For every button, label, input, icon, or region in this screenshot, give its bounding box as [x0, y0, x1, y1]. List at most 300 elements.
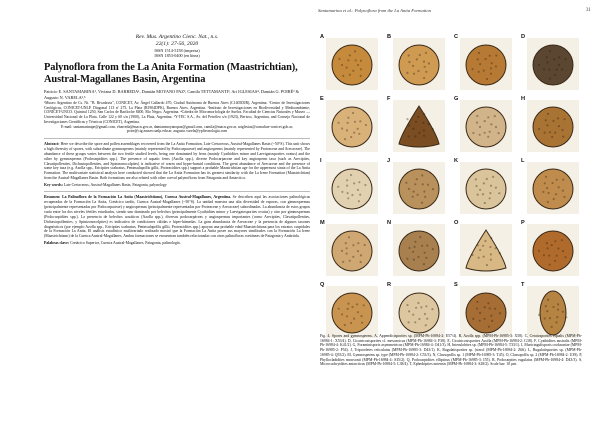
- grain-body: [533, 107, 573, 147]
- grain-texture: [479, 126, 481, 128]
- grain-texture: [351, 194, 353, 196]
- panel-letter: N: [387, 220, 392, 226]
- grain-texture: [478, 257, 480, 259]
- grain-texture: [479, 63, 481, 65]
- plate-panel-q: [320, 282, 380, 340]
- author-list: Patricio E. SANTAMARINA¹, Viviana D. BARREDA¹, Damián MOYANO PAZ², Camila TETTAMANTI³, Ari IGLESIAS⁴, Damián G. POIRÉ² & Augusto N. VARELA²,⁵: [44, 89, 299, 100]
- plate-panel-p: [521, 220, 581, 278]
- micrograph-f: [393, 100, 445, 152]
- grain-texture: [472, 254, 474, 256]
- grain-texture: [489, 55, 491, 57]
- grain-texture: [478, 71, 480, 73]
- micrograph-i: [326, 162, 378, 214]
- grain-texture: [538, 64, 540, 66]
- grain-texture: [426, 244, 428, 246]
- panel-letter: L: [521, 158, 525, 164]
- grain-texture: [417, 116, 419, 118]
- grain-texture: [552, 120, 554, 122]
- grain-texture: [423, 191, 425, 193]
- grain-texture: [489, 197, 491, 199]
- grain-texture: [490, 315, 492, 317]
- grain-texture: [425, 324, 427, 326]
- journal-header: [44, 34, 310, 59]
- grain-texture: [555, 321, 557, 323]
- grain-texture: [354, 121, 356, 123]
- grain-texture: [413, 191, 415, 193]
- grain-texture: [543, 254, 545, 256]
- article-title: Palynoflora from the La Anita Formation (Maastrichtian), Austral-Magallanes Basin, Argentina: [44, 61, 298, 86]
- grain-texture: [484, 306, 486, 308]
- grain-texture: [549, 131, 551, 133]
- grain-texture: [494, 308, 496, 310]
- grain-texture: [546, 56, 548, 58]
- grain-texture: [483, 256, 485, 258]
- grain-texture: [562, 179, 564, 181]
- grain-texture: [558, 186, 560, 188]
- panel-letter: D: [521, 34, 526, 40]
- grain-texture: [564, 256, 566, 258]
- grain-texture: [413, 259, 415, 261]
- grain-texture: [432, 188, 434, 190]
- grain-texture: [360, 75, 362, 77]
- grain-texture: [562, 190, 564, 192]
- grain-texture: [424, 66, 426, 68]
- grain-texture: [556, 255, 558, 257]
- grain-texture: [426, 318, 428, 320]
- grain-texture: [562, 250, 564, 252]
- grain-texture: [405, 182, 407, 184]
- figure-caption: Fig. 4. Spores and gymnosperms. A, Appendicisporites sp. (MPM-Pb-16984-2: E57/4). B, Azolla spp. (MPM-Pb-16985-3: X58). C, Ceratosporites equalis (MPM-Pb-16984-1: X53/4). D, Cicatricosisporites cf. mesozoicus (MPM-Pb-16984-3: F38). E, Cicatricosisporites Azolla (MPM-Pb-16984-2: G38). F, Cyathidites australis (MPM-Pb-16984-4: K41/2). G, Foraminisporis asymmetricus (MPM-Pb-16984-4: O41/3). H, Interulobites sp. (MPM-Pb-16984-5: T33/1). I, Muricingulisporis cooksoniae (MPM-Pb-16985-2: P54). J, Triporoletes reticulatus (MPM-Pb-16985-3: D43/1). K, Rugulatisporites sp. (sterol (MPM-Pb-16984-2: Z66). L, Rugulatisporites sp. (MPM-Pb-16985-4: Q55/2). M, Gymnosperms sp. type (MPM-Pb-16984-2: C53/3). N, Classopollis sp. 1 (MPM-Pb-16985-3: T45). O, Classopollis sp. 2 (MPM-Pb-16984-2: U39). P, Phyllocladidites mawsonii (MPM-Pb-16984-4: S35/2). Q, Podocarpidites ellipticus (MPM-Pb-16985-3: I55). R, Podocarpites rugulatus (MPM-Pb-16984-4: D43/3). S, Microcachryidites antarcticus (MPM-Pb-16984-5: L38/4). T, Ephedripites notensis (MPM-Pb-16984-3: S28/2). Scale bar: 10 µm.: [320, 334, 582, 367]
- panel-letter: M: [320, 220, 325, 226]
- grain-texture: [360, 60, 362, 62]
- affiliations: ¹Museo Argentino de Cs. Nt. "B. Rivadavia", CONICET, Av. Ángel Gallardo 470, Ciudad Autónoma de Buenos Aires (C1405DJR), Argentina. ²Centro de Investigaciones Geológicas, CONICET-UNLP. Diagonal 113 nº 275, La Plata (B1904DPK), Buenos Aires, Argentina. ³Instituto de Investigaciones en Biodiversidad y Medioambiente, CONICET-UNCO. Quintral 1250, San Carlos de Bariloche 8400, Río Negro, Argentina. ⁴Cátedra de Micromorfología de Suelos. Facultad de Ciencias Naturales y Museo — Universidad Nacional de La Plata. Calle 122 y 60 s/n (1900), La Plata, Argentina. ⁵Y-TEC S.A., Av. del Petróleo s/n (1923), Berisso, Argentina, and Consejo Nacional de Investigaciones Científicas y Técnicas (CONICET), Argentina.: [44, 101, 310, 124]
- grain-texture: [475, 185, 477, 187]
- micrograph-l: [527, 162, 579, 214]
- grain-texture: [406, 118, 408, 120]
- plate-panel-f: [387, 96, 447, 154]
- panel-letter: R: [387, 282, 392, 288]
- issn-print: ISSN 1514-5158 (impresa): [154, 48, 200, 53]
- grain-texture: [495, 126, 497, 128]
- grain-texture: [417, 70, 419, 72]
- plate-panel-o: [454, 220, 514, 278]
- micrograph-o: [460, 224, 512, 276]
- grain-texture: [487, 116, 489, 118]
- plate-grid: [320, 34, 582, 340]
- panel-letter: J: [387, 158, 391, 164]
- grain-texture: [548, 69, 550, 71]
- grain-body: [466, 107, 506, 147]
- panel-letter: Q: [320, 282, 325, 288]
- running-head: Santamarina et al.: Palynoflora from the La Anita Formation: [318, 8, 431, 13]
- panel-letter: F: [387, 96, 391, 102]
- grain-body: [332, 293, 372, 333]
- abstract-label: Abstract:: [44, 141, 60, 146]
- micrograph-h: [527, 100, 579, 152]
- micrograph-g: [460, 100, 512, 152]
- grain-texture: [414, 246, 416, 248]
- left-column: [44, 34, 310, 246]
- grain-texture: [485, 58, 487, 60]
- grain-texture: [543, 68, 545, 70]
- grain-texture: [557, 247, 559, 249]
- grain-texture: [414, 135, 416, 137]
- grain-texture: [351, 306, 353, 308]
- grain-texture: [408, 247, 410, 249]
- grain-texture: [346, 179, 348, 181]
- grain-texture: [360, 68, 362, 70]
- grain-texture: [337, 186, 339, 188]
- grain-texture: [561, 239, 563, 241]
- plate-panel-c: [454, 34, 514, 92]
- grain-texture: [555, 193, 557, 195]
- panel-letter: I: [320, 158, 322, 164]
- page-number: 31: [586, 8, 591, 13]
- grain-texture: [484, 240, 486, 242]
- grain-texture: [547, 201, 549, 203]
- grain-texture: [415, 121, 417, 123]
- grain-texture: [357, 189, 359, 191]
- grain-texture: [346, 253, 348, 255]
- issn-online: ISSN 1853-0400 (en línea): [154, 53, 200, 59]
- panel-letter: C: [454, 34, 459, 40]
- grain-texture: [361, 322, 363, 324]
- grain-texture: [425, 52, 427, 54]
- grain-texture: [477, 194, 479, 196]
- grain-texture: [347, 122, 349, 124]
- grain-texture: [412, 196, 414, 198]
- grain-texture: [499, 312, 501, 314]
- grain-texture: [563, 196, 565, 198]
- grain-texture: [499, 252, 501, 254]
- grain-texture: [556, 69, 558, 71]
- micrograph-s: [460, 286, 512, 338]
- grain-texture: [491, 320, 493, 322]
- panel-letter: K: [454, 158, 459, 164]
- micrograph-k: [460, 162, 512, 214]
- grain-texture: [346, 315, 348, 317]
- plate-panel-l: [521, 158, 581, 216]
- grain-texture: [425, 71, 427, 73]
- grain-texture: [414, 241, 416, 243]
- micrograph-t: [527, 286, 579, 338]
- grain-texture: [342, 261, 344, 263]
- plate-panel-b: [387, 34, 447, 92]
- grain-texture: [552, 306, 554, 308]
- grain-texture: [544, 317, 546, 319]
- grain-texture: [489, 246, 491, 248]
- grain-texture: [551, 326, 553, 328]
- grain-texture: [406, 72, 408, 74]
- grain-body: [332, 45, 372, 85]
- grain-texture: [424, 313, 426, 315]
- grain-texture: [344, 138, 346, 140]
- grain-texture: [477, 58, 479, 60]
- plate-panel-e: [320, 96, 380, 154]
- grain-texture: [483, 70, 485, 72]
- grain-texture: [484, 202, 486, 204]
- grain-texture: [415, 307, 417, 309]
- grain-texture: [488, 326, 490, 328]
- grain-texture: [546, 310, 548, 312]
- grain-texture: [422, 122, 424, 124]
- grain-texture: [562, 136, 564, 138]
- panel-letter: G: [454, 96, 459, 102]
- grain-texture: [353, 182, 355, 184]
- grain-texture: [545, 176, 547, 178]
- grain-texture: [483, 182, 485, 184]
- grain-texture: [341, 64, 343, 66]
- grain-texture: [498, 192, 500, 194]
- micrograph-c: [460, 38, 512, 90]
- grain-texture: [422, 183, 424, 185]
- grain-texture: [354, 50, 356, 52]
- grain-texture: [347, 59, 349, 61]
- grain-texture: [408, 54, 410, 56]
- grain-texture: [484, 132, 486, 134]
- grain-texture: [350, 322, 352, 324]
- author-emails: E-mail: santamarinape@gmail.com, vbarreda@macn.gov.ar, damianmoyanopaz@gmail.com, camila@macn.gov.ar, ariglesias@comahue-conicet.gob.ar, poire@cig.museo.unlp.edu.ar, augusto.varela@ypftecnologia.com: [60, 124, 294, 134]
- grain-texture: [479, 189, 481, 191]
- grain-texture: [490, 67, 492, 69]
- grain-texture: [424, 196, 426, 198]
- grain-texture: [484, 318, 486, 320]
- grain-texture: [347, 308, 349, 310]
- grain-texture: [414, 321, 416, 323]
- grain-texture: [538, 314, 540, 316]
- grain-texture: [489, 131, 491, 133]
- keywords: [44, 183, 310, 188]
- grain-texture: [423, 263, 425, 265]
- grain-texture: [416, 178, 418, 180]
- grain-texture: [547, 299, 549, 301]
- grain-texture: [357, 128, 359, 130]
- grain-texture: [490, 73, 492, 75]
- grain-texture: [419, 236, 421, 238]
- grain-texture: [417, 256, 419, 258]
- journal-name: Rev. Mus. Argentino Cienc. Nat., n.s.: [135, 34, 219, 40]
- grain-texture: [547, 113, 549, 115]
- grain-texture: [557, 117, 559, 119]
- grain-texture: [479, 320, 481, 322]
- grain-texture: [556, 316, 558, 318]
- grain-texture: [432, 128, 434, 130]
- grain-texture: [538, 128, 540, 130]
- grain-texture: [558, 64, 560, 66]
- grain-texture: [346, 67, 348, 69]
- grain-texture: [482, 245, 484, 247]
- grain-texture: [344, 324, 346, 326]
- grain-texture: [364, 244, 366, 246]
- grain-texture: [479, 249, 481, 251]
- grain-texture: [495, 247, 497, 249]
- grain-texture: [338, 122, 340, 124]
- grain-texture: [472, 318, 474, 320]
- grain-texture: [495, 65, 497, 67]
- grain-texture: [492, 176, 494, 178]
- grain-texture: [412, 65, 414, 67]
- grain-texture: [489, 307, 491, 309]
- grain-texture: [423, 135, 425, 137]
- grain-body: [540, 291, 566, 335]
- grain-texture: [428, 123, 430, 125]
- grain-texture: [554, 132, 556, 134]
- plate-panel-g: [454, 96, 514, 154]
- grain-texture: [418, 132, 420, 134]
- grain-texture: [486, 78, 488, 80]
- grain-texture: [486, 178, 488, 180]
- grain-texture: [349, 54, 351, 56]
- grain-texture: [360, 315, 362, 317]
- plate-panel-s: [454, 282, 514, 340]
- micrograph-j: [393, 162, 445, 214]
- grain-texture: [360, 261, 362, 263]
- grain-texture: [553, 58, 555, 60]
- grain-texture: [432, 248, 434, 250]
- grain-texture: [544, 132, 546, 134]
- grain-texture: [551, 136, 553, 138]
- grain-texture: [413, 73, 415, 75]
- grain-texture: [472, 68, 474, 70]
- plate-panel-n: [387, 220, 447, 278]
- grain-texture: [548, 255, 550, 257]
- grain-texture: [423, 129, 425, 131]
- grain-texture: [364, 184, 366, 186]
- grain-texture: [556, 179, 558, 181]
- grain-texture: [353, 318, 355, 320]
- grain-texture: [345, 242, 347, 244]
- grain-texture: [490, 253, 492, 255]
- grain-texture: [352, 256, 354, 258]
- keywords-label: Key words:: [44, 183, 63, 188]
- grain-texture: [347, 192, 349, 194]
- grain-texture: [544, 182, 546, 184]
- grain-texture: [487, 302, 489, 304]
- grain-texture: [547, 247, 549, 249]
- grain-texture: [423, 113, 425, 115]
- palabras-label: Palabras clave:: [44, 241, 70, 246]
- grain-texture: [352, 112, 354, 114]
- grain-texture: [341, 313, 343, 315]
- grain-texture: [558, 125, 560, 127]
- grain-body: [466, 169, 506, 209]
- plate-panel-h: [521, 96, 581, 154]
- micrograph-m: [326, 224, 378, 276]
- plate-panel-k: [454, 158, 514, 216]
- grain-texture: [489, 192, 491, 194]
- micrograph-b: [393, 38, 445, 90]
- plate-panel-t: [521, 282, 581, 340]
- grain-texture: [427, 184, 429, 186]
- grain-texture: [545, 119, 547, 121]
- grain-texture: [347, 117, 349, 119]
- grain-body: [399, 45, 439, 85]
- grain-body: [332, 231, 372, 271]
- micrograph-e: [326, 100, 378, 152]
- grain-texture: [358, 200, 360, 202]
- grain-texture: [360, 254, 362, 256]
- grain-body: [533, 169, 573, 209]
- palabras-text: Cretácico Superior, Cuenca Austral-Magallanes, Patagonia, palinología.: [70, 241, 181, 246]
- grain-texture: [428, 62, 430, 64]
- grain-texture: [425, 257, 427, 259]
- grain-texture: [424, 252, 426, 254]
- panel-letter: T: [521, 282, 525, 288]
- grain-texture: [547, 61, 549, 63]
- grain-texture: [494, 115, 496, 117]
- micrograph-n: [393, 224, 445, 276]
- journal-volume: 22(1): 27-56, 2020: [155, 41, 199, 47]
- grain-texture: [341, 127, 343, 129]
- grain-texture: [414, 183, 416, 185]
- keywords-text: Late Cretaceous, Austral-Magallanes Basin, Patagonia, palynology: [63, 183, 167, 188]
- grain-texture: [431, 308, 433, 310]
- grain-texture: [549, 78, 551, 80]
- grain-texture: [476, 115, 478, 117]
- grain-texture: [498, 132, 500, 134]
- grain-texture: [561, 129, 563, 131]
- grain-texture: [359, 194, 361, 196]
- grain-texture: [423, 61, 425, 63]
- grain-texture: [564, 118, 566, 120]
- grain-texture: [359, 120, 361, 122]
- grain-texture: [561, 68, 563, 70]
- grain-texture: [477, 244, 479, 246]
- grain-texture: [408, 321, 410, 323]
- grain-texture: [546, 124, 548, 126]
- grain-texture: [346, 247, 348, 249]
- grain-texture: [554, 74, 556, 76]
- grain-texture: [479, 312, 481, 314]
- grain-texture: [565, 58, 567, 60]
- grain-texture: [349, 260, 351, 262]
- grain-texture: [546, 242, 548, 244]
- grain-texture: [355, 59, 357, 61]
- figure-plate: [320, 34, 582, 340]
- grain-texture: [357, 311, 359, 313]
- grain-texture: [358, 133, 360, 135]
- micrograph-a: [326, 38, 378, 90]
- grain-texture: [341, 191, 343, 193]
- grain-texture: [479, 134, 481, 136]
- abstract-text: Here we describe the spore and pollen assemblages recovered from the La Anita Formation, Late Cretaceous, Austral-Magallanes Basin (~50°S). This unit shows a high diversity of spores, with subordinate gymnosperms (mainly represented by Podocarpaceae) and angiosperms (mainly represented by Proteaceae and Arecaceae). The abundance of these groups varies between the two fertile studied levels, being one dominated by ferns (mainly Cyathidites minor and Laevigatosporites ovatus) and the other by gymnosperms (Podocarpidites spp.). The presence of aquatic ferns (Azolla spp.), diverse Podocarpaceae and key angiosperm taxa (such as Arecipites, Clavatipollenites, Dichastopollenites, and Spinizonocolpites) is indicative of warm and hyper-humid conditions. The great abundance of Arecaceae and the presence of some key taxa (e.g. Azolla spp., Ericipites scabratus, Peninsulapollis gillii, Proteacidites spp.) support a probable Maastrichtian age for the uppermost strata of the La Anita Formation. The multivariate statistical analysis here conducted showed that the La Anita Formation has its greatest similarity with the La Irene Formation (Maastrichtian) from the Austral-Magallanes Basin. Both formations are also related with other coeval palynofloras from Patagonia and Antarctica.: [44, 141, 310, 181]
- grain-texture: [408, 135, 410, 137]
- palabras-clave: [44, 241, 310, 246]
- grain-texture: [423, 77, 425, 79]
- grain-texture: [475, 178, 477, 180]
- grain-texture: [349, 74, 351, 76]
- grain-texture: [495, 187, 497, 189]
- grain-texture: [554, 240, 556, 242]
- grain-body: [399, 293, 439, 333]
- grain-texture: [408, 188, 410, 190]
- grain-texture: [490, 123, 492, 125]
- grain-texture: [412, 128, 414, 130]
- grain-texture: [338, 58, 340, 60]
- grain-texture: [486, 264, 488, 266]
- grain-texture: [421, 202, 423, 204]
- resumen-title: La Palinoflora de la Formación La Anita (Maastrichtiano), Cuenca Austral-Magallanes, Argentina.: [62, 195, 231, 200]
- grain-texture: [346, 185, 348, 187]
- micrograph-d: [527, 38, 579, 90]
- grain-texture: [338, 308, 340, 310]
- grain-texture: [549, 264, 551, 266]
- grain-texture: [554, 260, 556, 262]
- grain-texture: [412, 314, 414, 316]
- grain-texture: [412, 251, 414, 253]
- panel-letter: O: [454, 220, 459, 226]
- grain-texture: [357, 64, 359, 66]
